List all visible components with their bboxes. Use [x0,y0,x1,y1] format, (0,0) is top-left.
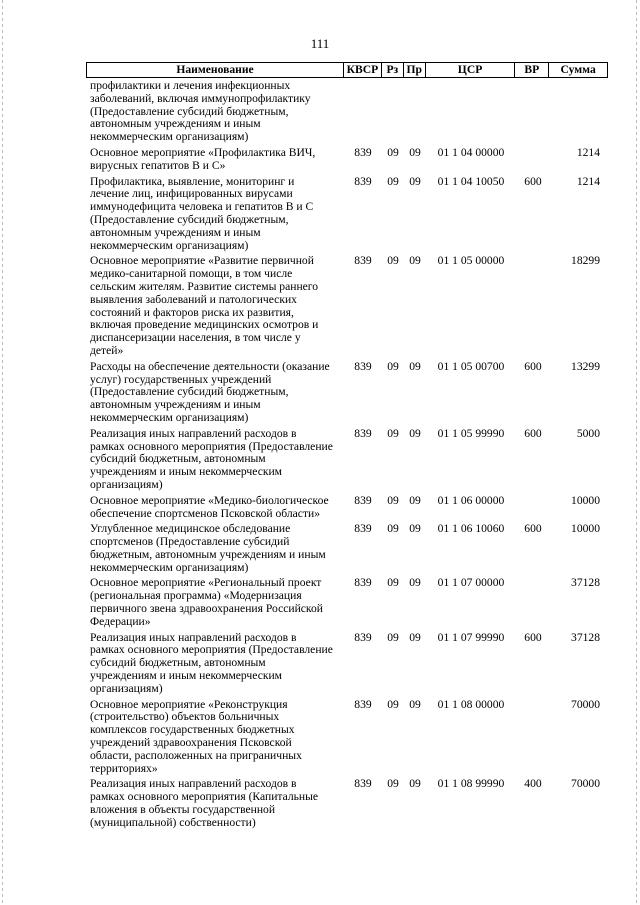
row-pr: 09 [409,697,421,711]
row-vr: 400 [524,777,542,791]
row-sum: 10000 [571,493,600,507]
row-vr [516,255,550,357]
row-name-line: Расходы на обеспечение деятельности (оказание [90,359,330,373]
row-kvsr: 839 [354,174,372,188]
row-pr: 09 [409,254,421,268]
table-row [86,495,608,521]
row-vr [516,495,550,521]
row-csr: 01 1 04 00000 [437,145,505,159]
row-name-line: субсидий бюджетным, автономным [90,452,266,466]
row-kvsr: 839 [354,697,372,711]
row-name-line: Основное мероприятие «Медико-биологическое [90,493,329,507]
row-name-line: медико-санитарной помощи, в том числе [90,267,293,281]
row-sum [550,80,608,144]
row-name-line: (Предоставление субсидий бюджетным, [90,385,289,399]
row-rz: 09 [387,697,399,711]
row-kvsr: 839 [354,576,372,590]
row-sum: 10000 [571,522,600,536]
row-csr [426,80,516,144]
table-row [86,428,608,492]
row-kvsr: 839 [354,522,372,536]
row-rz: 09 [387,493,399,507]
row-sum: 5000 [576,426,600,440]
row-vr [516,577,550,628]
row-rz: 09 [387,145,399,159]
row-name-line: Федерации» [90,614,151,628]
row-name-line: рамках основного мероприятия (Капитальные [90,790,319,804]
table-row [86,361,608,425]
row-name-line: территориях» [90,761,158,775]
row-pr: 09 [409,576,421,590]
row-name-line: некоммерческим организациям) [90,560,249,574]
budget-table [86,62,608,830]
row-sum: 70000 [571,697,600,711]
row-sum: 1214 [576,145,600,159]
row-rz: 09 [387,359,399,373]
row-pr: 09 [409,493,421,507]
row-kvsr: 839 [354,359,372,373]
row-sum: 18299 [571,254,600,268]
row-vr: 600 [524,522,542,536]
row-name-line: бюджетным, автономным учреждениям и иным [90,547,326,561]
header-rz: Рз [382,63,404,77]
row-name-line: (Предоставление субсидий бюджетным, [90,212,289,226]
row-name-line: спортсменов (Предоставление субсидий [90,535,290,549]
row-kvsr: 839 [354,426,372,440]
row-name [86,523,344,574]
row-name-line: комплексов государственных бюджетных [90,723,295,737]
row-name [86,632,344,696]
row-name-line: учреждениям и иным некоммерческим [90,669,283,683]
row-pr: 09 [409,426,421,440]
row-name-line: выявления заболеваний и патологических [90,292,297,306]
row-csr: 01 1 08 00000 [437,697,505,711]
row-csr: 01 1 08 99990 [437,777,505,791]
row-name-line: автономным учреждениям и иным [90,117,261,131]
row-name-line: учреждениям и иным некоммерческим [90,465,283,479]
row-kvsr: 839 [354,777,372,791]
row-rz [382,80,404,144]
row-pr: 09 [409,630,421,644]
row-name-line: Профилактика, выявление, мониторинг и [90,174,295,188]
page-number: 111 [310,36,330,51]
row-vr: 600 [524,630,542,644]
row-name-line: детей» [90,343,124,357]
row-rz: 09 [387,174,399,188]
row-sum: 70000 [571,777,600,791]
row-name-line: рамках основного мероприятия (Предоставление [90,643,333,657]
header-kvsr: КВСР [344,63,382,77]
row-pr: 09 [409,145,421,159]
row-csr: 01 1 05 00700 [437,359,505,373]
header-csr: ЦСР [426,63,516,77]
row-name-line: субсидий бюджетным, автономным [90,656,266,670]
row-kvsr: 839 [354,254,372,268]
row-rz: 09 [387,630,399,644]
row-name-line: автономным учреждениям и иным [90,398,261,412]
row-name-line: вложения в объекты государственной [90,803,276,817]
row-name-line: первичного звена здравоохранения Российской [90,602,323,616]
row-name-line: учреждений здравоохранения Псковской [90,736,292,750]
row-kvsr: 839 [354,493,372,507]
row-rz: 09 [387,522,399,536]
row-name-line: Основное мероприятие «Реконструкция [90,697,288,711]
row-name-line: Реализация иных направлений расходов в [90,630,297,644]
row-name [86,577,344,628]
row-rz: 09 [387,777,399,791]
table-header [86,62,608,78]
table-row [86,80,608,144]
row-name [86,176,344,253]
row-sum: 1214 [576,174,600,188]
table-row [86,699,608,776]
row-name-line: автономным учреждениям и иным [90,225,261,239]
row-pr: 09 [409,359,421,373]
row-csr: 01 1 06 10060 [437,522,505,536]
row-name-line: организациям) [90,477,163,491]
row-name-line: рамках основного мероприятия (Предоставление [90,439,333,453]
row-name [86,428,344,492]
row-kvsr: 839 [354,630,372,644]
row-csr: 01 1 06 00000 [437,493,505,507]
row-vr: 600 [524,174,542,188]
header-sum: Сумма [560,63,596,76]
row-name [86,255,344,357]
row-name-line: включая проведение медицинских осмотров и [90,318,319,332]
row-sum: 37128 [571,630,600,644]
row-vr: 600 [524,359,542,373]
row-name-line: Основное мероприятие «Профилактика ВИЧ, [90,145,316,159]
row-name [86,495,344,521]
table-row [86,523,608,574]
header-pr: Пр [404,63,426,77]
row-name-line: сельским жителям. Развитие системы раннего [90,279,319,293]
row-name-line: некоммерческим организациям) [90,238,249,252]
row-csr: 01 1 04 10050 [437,174,505,188]
row-name-line: состояний и факторов риска их развития, [90,305,294,319]
header-vr: ВР [515,63,549,77]
row-kvsr [344,80,382,144]
row-sum: 37128 [571,576,600,590]
row-rz: 09 [387,254,399,268]
row-vr [516,699,550,776]
row-pr [404,80,426,144]
row-pr: 09 [409,174,421,188]
row-rz: 09 [387,576,399,590]
left-margin-line [2,0,3,905]
row-pr: 09 [409,777,421,791]
table-row [86,147,608,173]
row-name [86,699,344,776]
row-csr: 01 1 07 00000 [437,576,505,590]
right-margin-line [636,0,637,905]
header-name: Наименование [87,63,344,77]
row-csr: 01 1 05 00000 [437,254,505,268]
row-kvsr: 839 [354,145,372,159]
row-name [86,778,344,829]
table-row [86,778,608,829]
row-csr: 01 1 05 99990 [437,426,505,440]
row-rz: 09 [387,426,399,440]
row-vr [516,147,550,173]
row-name-line: Реализация иных направлений расходов в [90,426,297,440]
row-name-line: Реализация иных направлений расходов в [90,777,297,791]
row-name-line: обеспечение спортсменов Псковской области» [90,506,321,520]
row-name-line: области, расположенных на приграничных [90,748,302,762]
table-row [86,255,608,357]
table-row [86,632,608,696]
row-name-line: (Предоставление субсидий бюджетным, [90,104,289,118]
table-body [86,80,608,830]
row-name-line: услуг) государственных учреждений [90,372,272,386]
row-name-line: (региональная программа) «Модернизация [90,589,302,603]
row-name-line: лечение лиц, инфицированных вирусами [90,187,293,201]
row-vr [516,80,550,144]
row-name-line: диспансеризации населения, в том числе у [90,331,301,345]
row-name [86,147,344,173]
row-name-line: (муниципальной) собственности) [90,815,256,829]
row-csr: 01 1 07 99990 [437,630,505,644]
row-name [86,80,344,144]
row-name-line: некоммерческим организациям) [90,130,249,144]
row-pr: 09 [409,522,421,536]
row-name-line: организациям) [90,681,163,695]
row-sum: 13299 [571,359,600,373]
row-name-line: Основное мероприятие «Региональный проект [90,576,322,590]
table-row [86,176,608,253]
row-name-line: Основное мероприятие «Развитие первичной [90,254,314,268]
row-name-line: иммунодефицита человека и гепатитов В и С [90,200,314,214]
row-name-line: (строительство) объектов больничных [90,710,280,724]
row-name-line: Углубленное медицинское обследование [90,522,291,536]
row-name-line: некоммерческим организациям) [90,410,249,424]
table-row [86,577,608,628]
row-name-line: профилактики и лечения инфекционных [90,79,291,92]
row-name [86,361,344,425]
row-vr: 600 [524,426,542,440]
row-name-line: заболеваний, включая иммунопрофилактику [90,91,311,105]
row-name-line: вирусных гепатитов В и С» [90,158,226,172]
